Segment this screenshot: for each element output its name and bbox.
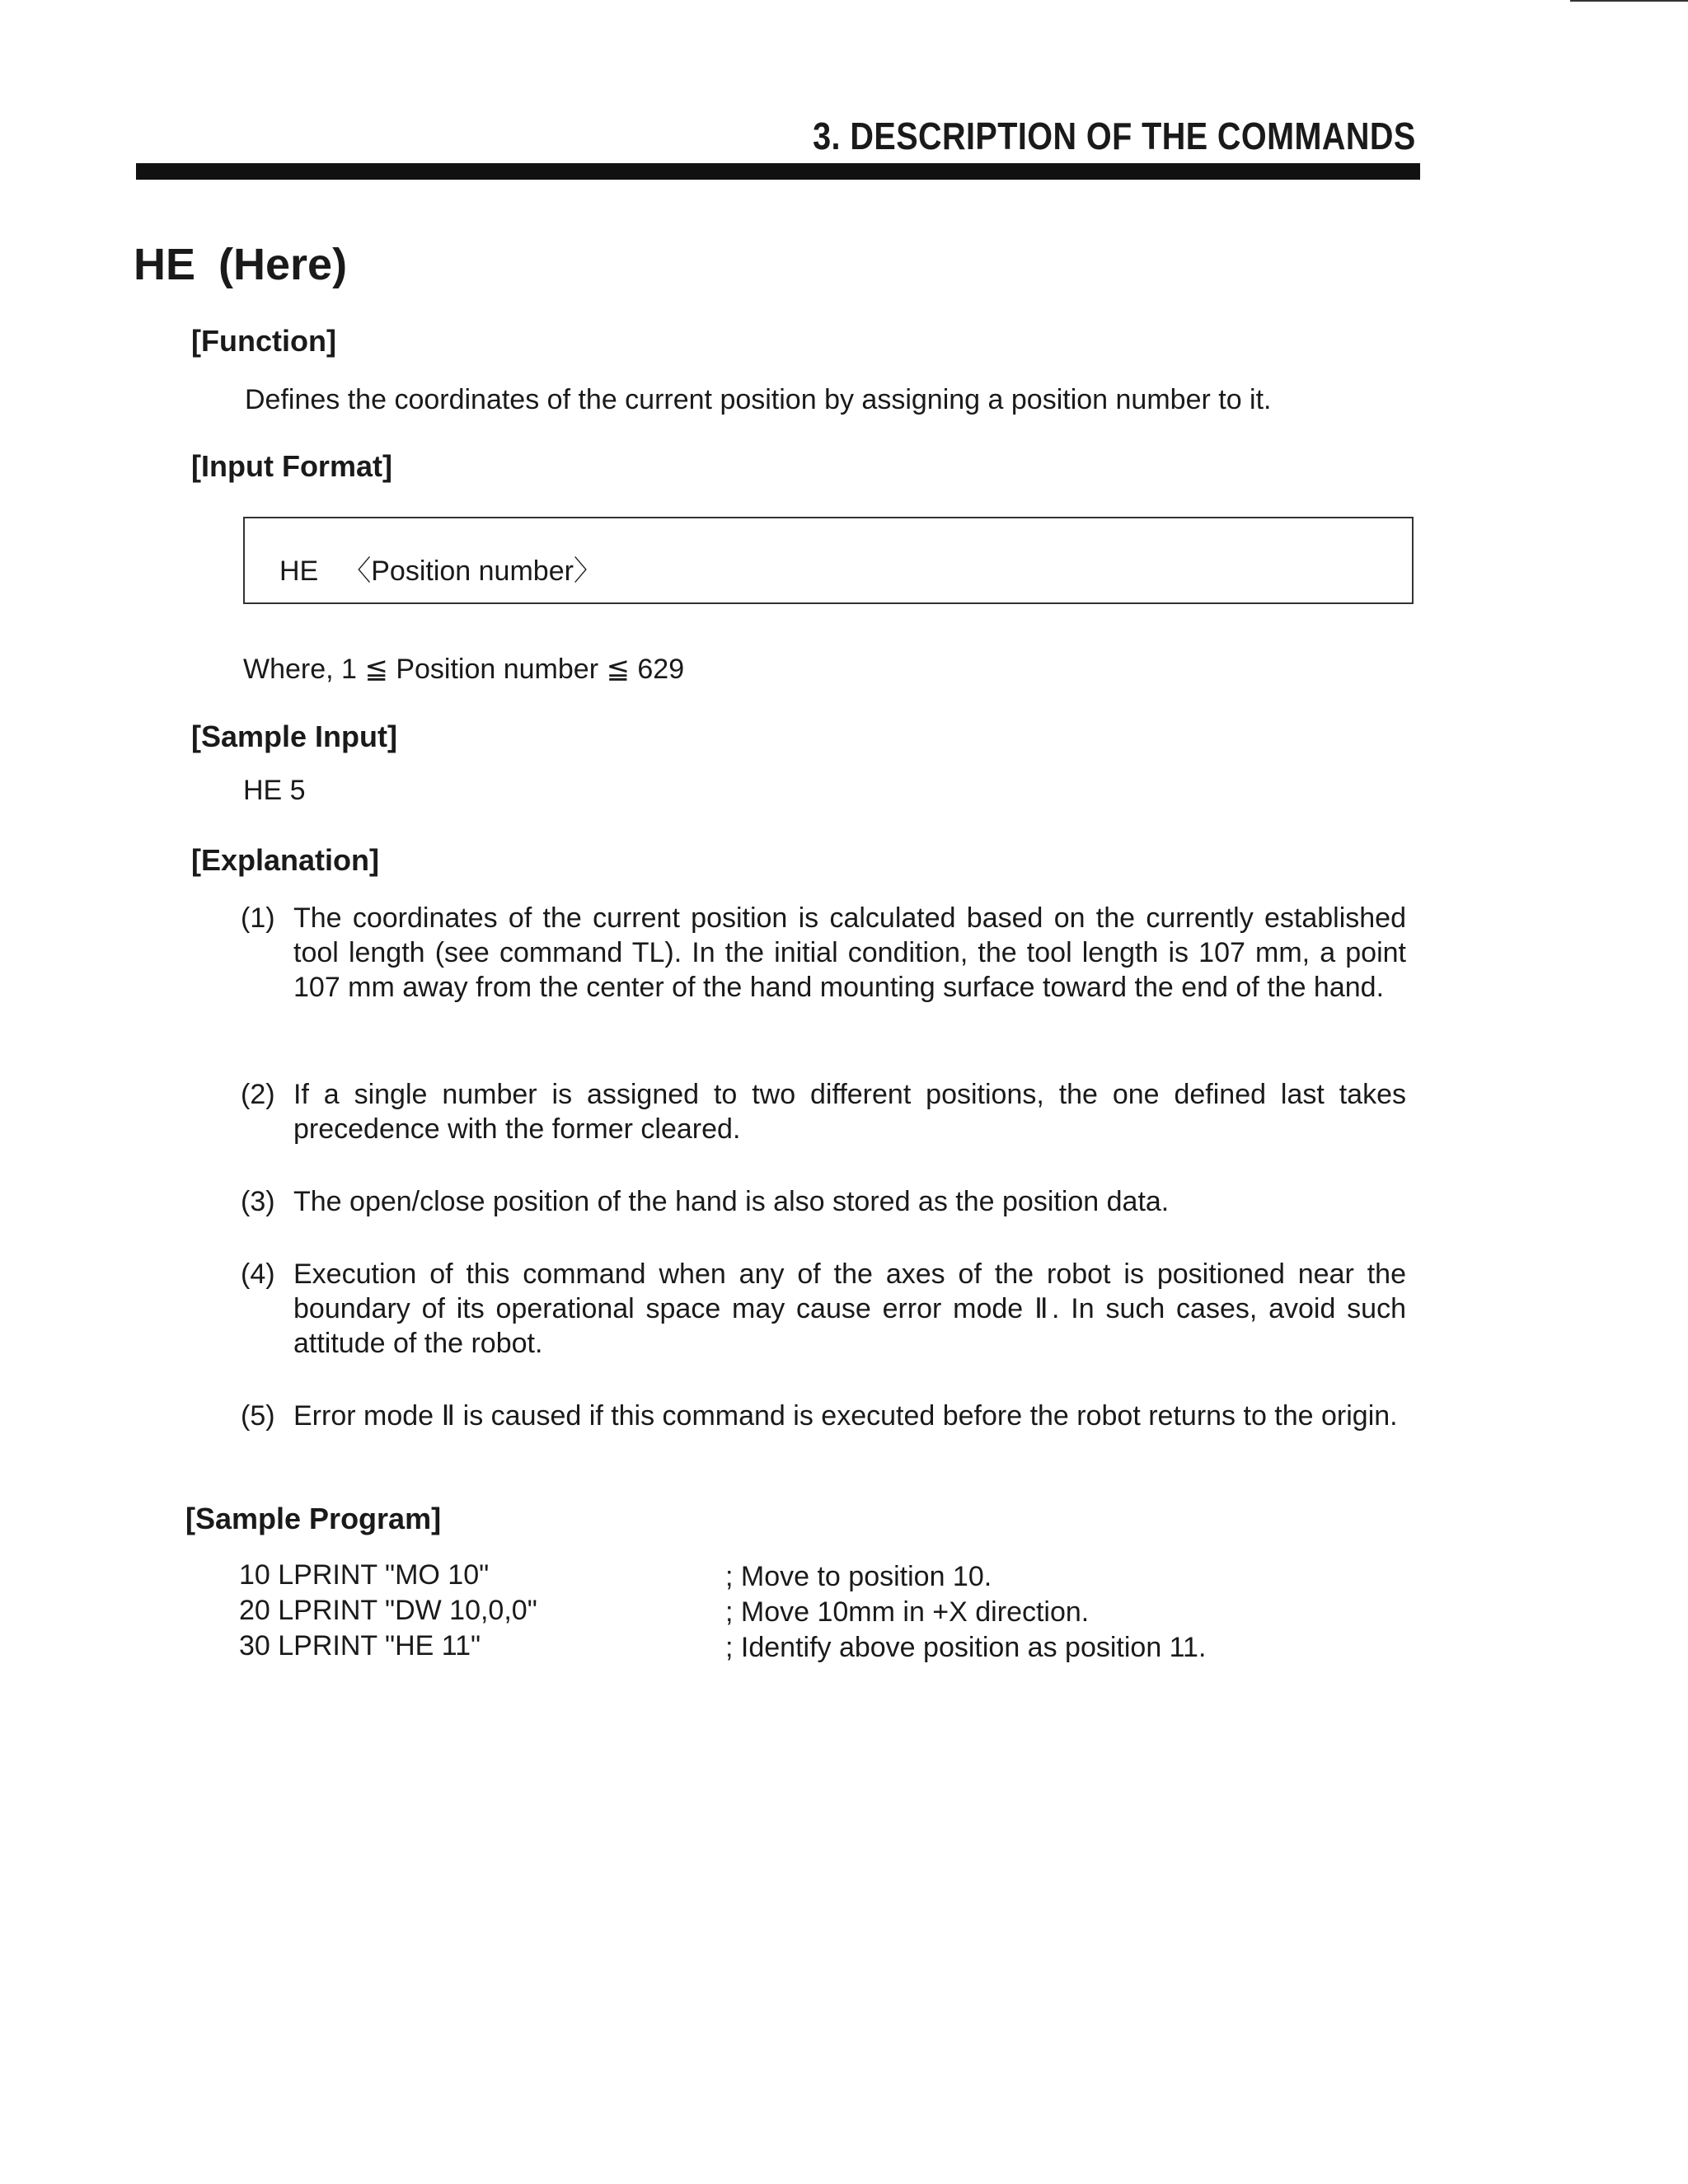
explanation-item (241, 1257, 1406, 1361)
command-code: HE (134, 240, 196, 289)
explanation-item-text: The open/close position of the hand is also stored as the position data. (293, 1186, 1170, 1217)
explanation-item (241, 901, 1406, 1005)
program-code-line: 20 LPRINT "DW 10,0,0" (239, 1595, 537, 1626)
input-format-range: Where, 1 ≦ Position number ≦ 629 (243, 654, 685, 685)
explanation-heading: [Explanation] (191, 843, 380, 877)
input-format-box (243, 517, 1414, 604)
program-comment: ; Move to position 10. (725, 1561, 992, 1592)
input-format-heading: [Input Format] (191, 449, 392, 483)
explanation-item-text: The coordinates of the current position is calculated based on the currently established tool length (see command TL). In the initial condition, the tool length is 107 mm, a point 107 mm away from the center of the hand mounting surface toward the end of the hand. (293, 902, 1406, 1003)
scan-edge-line (1570, 0, 1688, 2)
explanation-item-number: (3) (241, 1186, 275, 1217)
command-name: (Here) (218, 240, 348, 289)
explanation-item (241, 1184, 1406, 1219)
explanation-item-number: (1) (241, 902, 275, 934)
program-code-line: 10 LPRINT "MO 10" (239, 1559, 490, 1591)
explanation-item-number: (2) (241, 1079, 275, 1110)
explanation-item-text: If a single number is assigned to two different positions, the one defined last takes precedence with the former cleared. (293, 1079, 1406, 1145)
explanation-item-number: (5) (241, 1400, 275, 1432)
explanation-item-text: Error mode Ⅱ is caused if this command is executed before the robot returns to the origin. (293, 1400, 1398, 1432)
header-rule (136, 163, 1420, 180)
program-comment: ; Identify above position as position 11. (725, 1632, 1207, 1663)
function-text: Defines the coordinates of the current position by assigning a position number to it. (245, 384, 1272, 415)
explanation-item (241, 1077, 1406, 1146)
sample-program-heading: [Sample Program] (185, 1502, 442, 1535)
command-title (134, 239, 347, 290)
function-heading: [Function] (191, 324, 336, 358)
input-format-syntax (279, 548, 602, 588)
section-header: 3. DESCRIPTION OF THE COMMANDS (813, 115, 1416, 157)
format-command: HE (279, 555, 319, 587)
sample-input-text: HE 5 (243, 775, 306, 806)
explanation-item-number: (4) (241, 1258, 275, 1290)
sample-input-heading: [Sample Input] (191, 719, 397, 753)
explanation-item (241, 1399, 1406, 1433)
explanation-item-text: Execution of this command when any of the axes of the robot is positioned near the boundary of its operational space may cause error mode Ⅱ. In such cases, avoid such attitude of the robot. (293, 1258, 1406, 1359)
program-code-line: 30 LPRINT "HE 11" (239, 1630, 481, 1661)
program-comment: ; Move 10mm in +X direction. (725, 1596, 1090, 1628)
format-argument: 〈Position number〉 (343, 555, 602, 587)
